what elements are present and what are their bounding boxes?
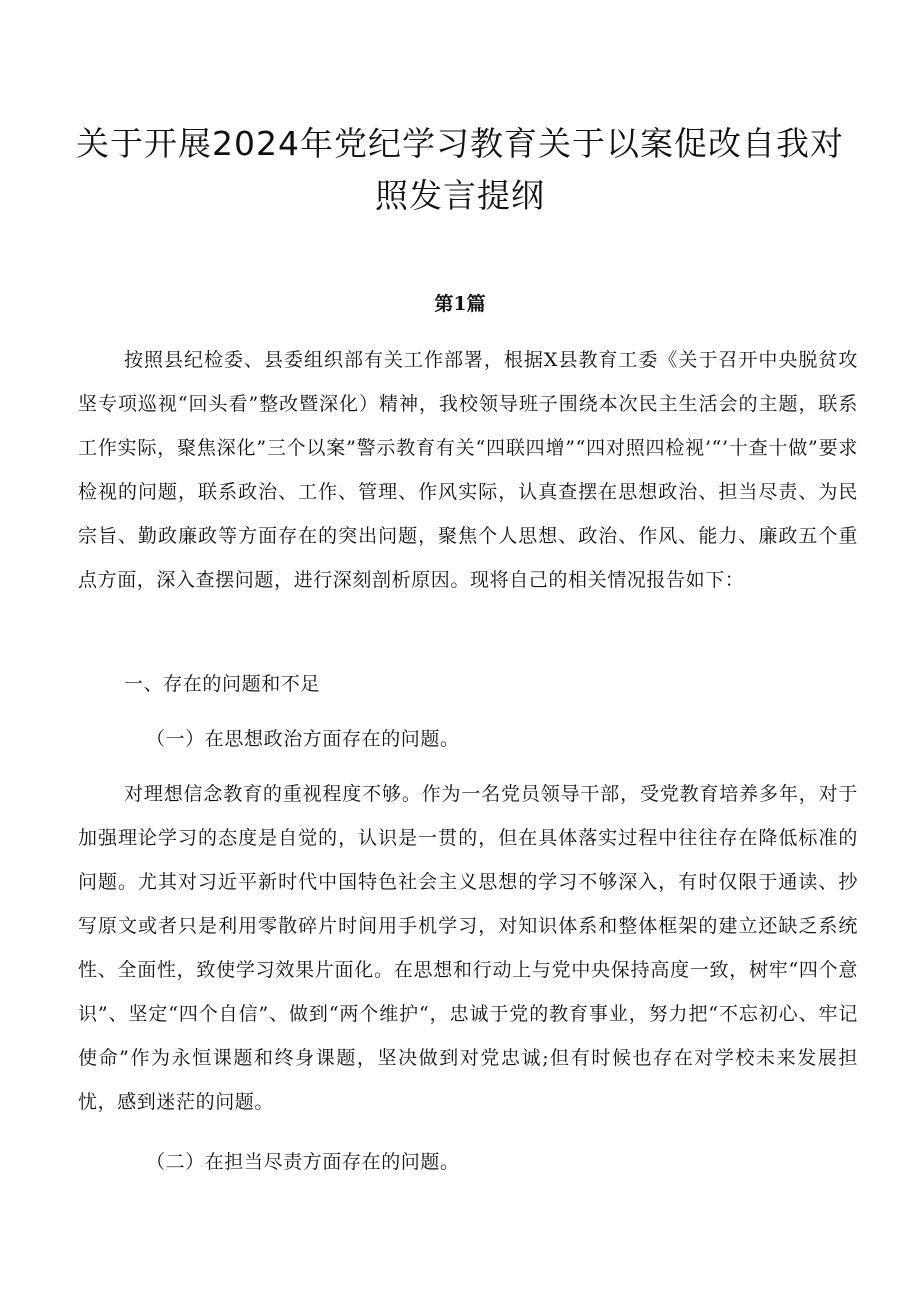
intro-paragraph: 按照县纪检委、县委组织部有关工作部署，根据X县教育工委《关于召开中央脱贫攻坚专项巡视“回头看”整改暨深化）精神，我校领导班子围绕本次民主生活会的主题，联系工作实际，聚焦深化”三个以案”警示教育有关“四联四增”“四对照四检视’“’十查十做”要求检视的问题，联系政治、工作、管理、作风实际，认真查摆在思想政治、担当尽责、为民宗旨、勤政廉政等方面存在的突出问题，聚焦个人思想、政治、作风、能力、廉政五个重点方面，深入查摆问题，进行深刻剖析原因。现将自己的相关情况报告如下： [78,349,858,591]
subheading-ideology: （一）在思想政治方面存在的问题。 [146,728,460,750]
section-heading: 第1篇 [434,293,486,315]
body-paragraph-ideology: 对理想信念教育的重视程度不够。作为一名党员领导干部，受党教育培养多年，对于加强理论学习的态度是自觉的，认识是一贯的，但在具体落实过程中往往存在降低标准的问题。尤其对习近平新时代中国特色社会主义思想的学习不够深入，有时仅限于通读、抄写原文或者只是利用零散碎片时间用手机学习，对知识体系和整体框架的建立还缺乏系统性、全面性，致使学习效果片面化。在思想和行动上与党中央保持高度一致，树牢“四个意识”、坚定“四个自信”、做到“两个维护“，忠诚于党的教育事业，努力把“不忘初心、牢记使命”作为永恒课题和终身课题，坚决做到对党忠诚;但有时候也存在对学校未来发展担忧，感到迷茫的问题。 [78,783,858,1113]
document-title: 关于开展2024年党纪学习教育关于以案促改自我对照发言提纲 [76,124,844,215]
heading-problems: 一、存在的问题和不足 [124,673,321,695]
subheading-responsibility: （二）在担当尽责方面存在的问题。 [146,1151,460,1173]
